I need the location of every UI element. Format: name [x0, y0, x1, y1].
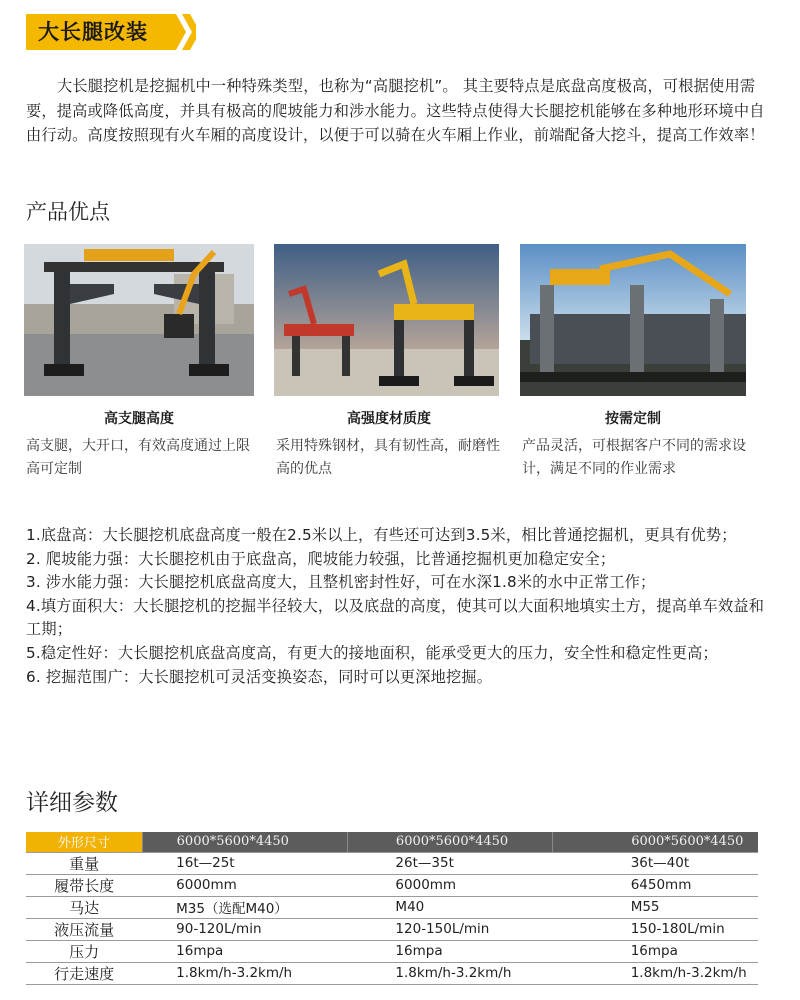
row-label: 外形尺寸 [26, 832, 142, 852]
excavator-photo [274, 244, 504, 396]
table-cell: 1.8km/h-3.2km/h [347, 962, 552, 984]
card-title: 高支腿高度 [104, 411, 174, 427]
row-label: 液压流量 [26, 918, 142, 940]
table-row [26, 896, 758, 918]
row-label: 重量 [26, 852, 142, 874]
table-cell: 16mpa [142, 940, 347, 962]
table-cell: 16mpa [347, 940, 552, 962]
table-row [26, 832, 758, 852]
list-item: 5.稳定性好：大长腿挖机底盘高度高，有更大的接地面积，能承受更大的压力，安全性和稳定性更高； [26, 643, 718, 662]
card-description: 采用特殊钢材，具有韧性高，耐磨性高的优点 [276, 438, 500, 477]
table-row [26, 852, 758, 874]
list-item: 6. 挖掘范围广：大长腿挖机可灵活变换姿态，同时可以更深地挖掘。 [26, 667, 493, 686]
excavator-photo [520, 244, 746, 396]
table-cell: 6450mm [553, 874, 758, 896]
table-cell: 150-180L/min [553, 918, 758, 940]
advantage-card [520, 244, 746, 481]
row-label: 压力 [26, 940, 142, 962]
params-heading: 详细参数 [26, 790, 118, 816]
intro-paragraph: 大长腿挖机是挖掘机中一种特殊类型，也称为“高腿挖机”。 其主要特点是底盘高度极高，可根据使用需要，提高或降低高度，并具有极高的爬坡能力和涉水能力。这些特点使得大长腿挖机能够在多种地形环境中自由行动。高度按照现有火车厢的高度设计，以便于可以骑在火车厢上作业，前端配备大挖斗，提高工作效率！ [26, 77, 765, 144]
table-cell: 16t—25t [142, 852, 347, 874]
advantages-heading: 产品优点 [26, 200, 110, 224]
table-cell: 26t—35t [347, 852, 552, 874]
table-cell: 90-120L/min [142, 918, 347, 940]
table-cell: 120-150L/min [347, 918, 552, 940]
row-label: 马达 [26, 896, 142, 918]
list-item: 4.填方面积大：大长腿挖机的挖掘半径较大，以及底盘的高度，使其可以大面积地填实土方，提高单车效益和工期； [26, 596, 765, 639]
table-row [26, 918, 758, 940]
list-item: 2. 爬坡能力强：大长腿挖机由于底盘高，爬坡能力较强，比普通挖掘机更加稳定安全； [26, 549, 616, 568]
table-cell: 6000mm [142, 874, 347, 896]
card-title: 按需定制 [605, 411, 661, 427]
section-banner [26, 14, 196, 50]
table-cell: 6000*5600*4450 [142, 832, 347, 852]
table-cell: M55 [553, 896, 758, 918]
excavator-photo [24, 244, 254, 396]
page-title: 大长腿改装 [38, 20, 148, 44]
list-item: 1.底盘高：大长腿挖机底盘高度一般在2.5米以上，有些还可达到3.5米，相比普通挖掘机，更具有优势； [26, 526, 737, 544]
advantage-card [24, 244, 254, 481]
table-row [26, 962, 758, 984]
table-cell: 36t—40t [553, 852, 758, 874]
card-title: 高强度材质度 [347, 411, 431, 427]
feature-list [26, 524, 774, 689]
table-cell: 6000mm [347, 874, 552, 896]
table-cell: 16mpa [553, 940, 758, 962]
table-cell: 6000*5600*4450 [347, 832, 552, 852]
list-item: 3. 涉水能力强：大长腿挖机底盘高度大，且整机密封性好，可在水深1.8米的水中正常工作； [26, 573, 656, 592]
table-cell: 1.8km/h-3.2km/h [142, 962, 347, 984]
spec-table [26, 832, 758, 985]
row-label: 履带长度 [26, 874, 142, 896]
card-description: 高支腿，大开口，有效高度通过上限高可定制 [26, 438, 250, 477]
advantage-card [274, 244, 504, 481]
row-label: 行走速度 [26, 962, 142, 984]
table-cell: M35（选配M40） [142, 896, 347, 918]
table-row [26, 874, 758, 896]
card-description: 产品灵活，可根据客户不同的需求设计，满足不同的作业需求 [522, 438, 746, 477]
table-row [26, 940, 758, 962]
table-cell: 1.8km/h-3.2km/h [553, 962, 758, 984]
table-cell: M40 [347, 896, 552, 918]
table-cell: 6000*5600*4450 [553, 832, 758, 852]
